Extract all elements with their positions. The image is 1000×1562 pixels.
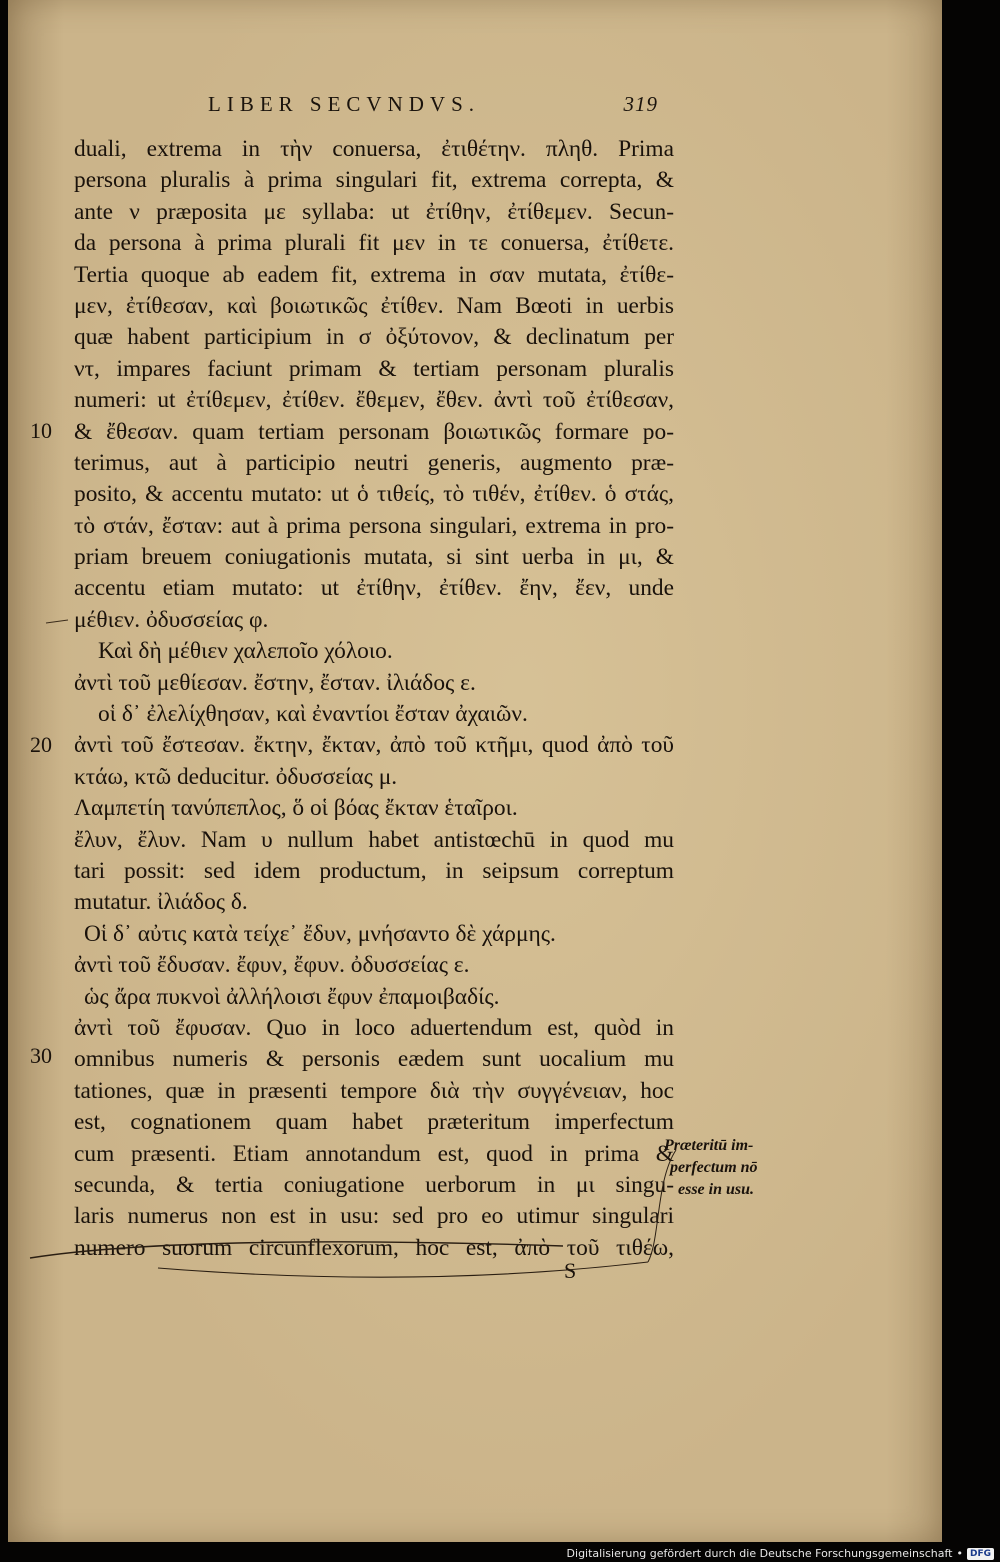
text-line: laris numerus non est in usu: sed pro eo utimur singulari [74,1203,674,1230]
text-line: mutatur. ἰλιάδος δ. [74,889,248,916]
text-line: ντ, impares faciunt primam & tertiam personam pluralis [74,355,674,382]
text-line: omnibus numeris & personis eædem sunt uocalium mu [74,1046,674,1073]
text-line: Tertia quoque ab eadem fit, extrema in σαν mutata, ἐτίθε- [74,261,674,288]
main-text-block [74,134,674,1264]
text-line: ἀντὶ τοῦ ἔφυσαν. Quo in loco aduertendum est, quòd in [74,1014,674,1041]
text-line: terimus, aut à participio neutri generis, augmento præ- [74,449,674,476]
handwritten-margin-note [664,1135,804,1201]
verse-line: Οἱ δ᾽ αὐτις κατὰ τείχε᾽ ἔδυν, μνήσαντο δὲ χάρμης. [84,920,556,947]
text-line: tationes, quæ in præsenti tempore διὰ τὴν συγγένειαν, hoc [74,1077,674,1104]
text-line: ante ν præposita με syllaba: ut ἐτίθην, ἐτίθεμεν. Secun- [74,198,674,225]
text-line: quæ habent participium in σ ὀξύτονον, & declinatum per [74,324,674,351]
text-line: ἀντὶ τοῦ ἔστεσαν. ἔκτην, ἔκταν, ἀπὸ τοῦ κτῆμι, quod ἀπὸ τοῦ [74,732,674,759]
text-line: da persona à prima plurali fit μεν in τε conuersa, ἐτίθετε. [74,230,674,257]
footer-credit: Digitalisierung gefördert durch die Deutsche Forschungsgemeinschaft [566,1547,953,1560]
text-line: ἔλυν, ἔλυν. Nam υ nullum habet antistœchū in quod mu [74,826,674,853]
text-line: priam breuem coniugationis mutata, si sint uerba in μι, & [74,544,674,571]
text-line: posito, & accentu mutato: ut ὁ τιθείς, τὸ τιθέν, ἐτίθεν. ὁ στάς, [74,481,674,508]
text-line: ἀντὶ τοῦ ἔδυσαν. ἔφυν, ἔφυν. ὀδυσσείας ε. [74,952,470,979]
verse-line: Καὶ δὴ μέθιεν χαλεποῖο χόλοιο. [98,638,393,665]
margin-note-line: Præteritū im- [664,1137,754,1154]
text-line: persona pluralis à prima singulari fit, extrema correpta, & [74,167,674,194]
text-line: est, cognationem quam habet præteritum imperfectum [74,1109,674,1136]
signature-mark: S [564,1258,577,1283]
margin-note-line: perfectum nō [670,1159,758,1176]
text-line: & ἔθεσαν. quam tertiam personam βοιωτικῶς formare po- [74,418,674,445]
verse-line: οἱ δ᾽ ἐλελίχθησαν, καὶ ἐναντίοι ἔσταν ἀχαιῶν. [98,701,528,728]
margin-note-line: esse in usu. [678,1181,755,1198]
dfg-logo-icon: DFG [967,1548,994,1560]
line-number: 30 [30,1043,52,1068]
book-page [8,0,942,1542]
text-line: μέθιεν. ὀδυσσείας φ. [74,606,269,633]
text-line: secunda, & tertia coniugatione uerborum in μι singu- [74,1171,674,1198]
line-number: 10 [30,418,52,443]
text-line: tari possit: sed idem productum, in seipsum correptum [74,857,674,884]
ink-stroke [46,620,68,623]
text-line: duali, extrema in τὴν conuersa, ἐτιθέτην. πληθ. Prima [74,136,674,162]
text-line: numeri: ut ἐτίθεμεν, ἐτίθεν. ἔθεμεν, ἔθεν. ἀντὶ τοῦ ἐτίθεσαν, [74,387,674,414]
text-line: cum præsenti. Etiam annotandum est, quod in prima & [74,1140,674,1167]
text-line: numero suorum circunflexorum, hoc est, ἀπὸ τοῦ τιθέω, [74,1234,674,1261]
text-line: κτάω, κτῶ deducitur. ὀδυσσείας μ. [74,763,398,790]
running-title: LIBER SECVNDVS. [208,92,481,116]
text-line: accentu etiam mutato: ut ἐτίθην, ἐτίθεν. ἔην, ἔεν, unde [74,575,674,602]
text-line: ἀντὶ τοῦ μεθίεσαν. ἔστην, ἔσταν. ἰλιάδος ε. [74,669,476,696]
digitization-footer: Digitalisierung gefördert durch die Deutsche Forschungsgemeinschaft • DFG [567,1547,994,1560]
text-line: τὸ στάν, ἔσταν: aut à prima persona singulari, extrema in pro- [74,512,674,539]
folio-number: 319 [623,92,658,116]
line-number: 20 [30,732,52,757]
text-line: μεν, ἐτίθεσαν, καὶ βοιωτικῶς ἐτίθεν. Nam Bœoti in uerbis [74,292,674,319]
verse-line: Λαμπετίη τανύπεπλος, ὅ οἱ βόας ἔκταν ἑταῖροι. [74,795,518,822]
verse-line: ὡς ἄρα πυκνοὶ ἀλλήλοισι ἔφυν ἐπαμοιβαδίς. [84,983,500,1010]
